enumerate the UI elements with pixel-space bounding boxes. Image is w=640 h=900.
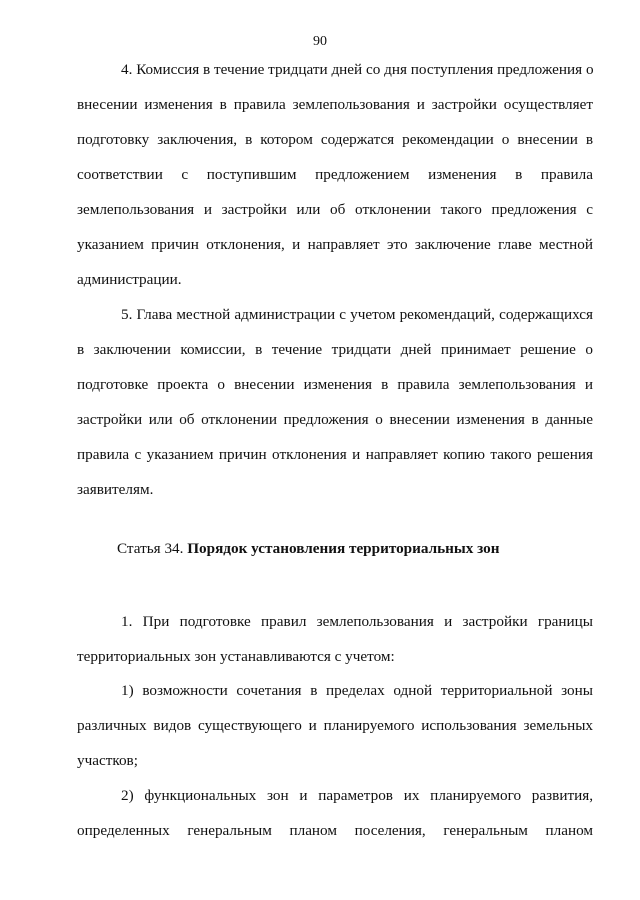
article-heading — [117, 540, 500, 558]
text-line: 2) функциональных зон и параметров их планируемого развития, — [121, 787, 593, 804]
text-line: правила с указанием причин отклонения и направляет копию такого решения — [77, 446, 593, 463]
text-line: 4. Комиссия в течение тридцати дней со дня поступления предложения о — [121, 61, 594, 78]
list-item-1 — [77, 681, 593, 786]
clause-1 — [77, 612, 593, 682]
text-line: различных видов существующего и планируемого использования земельных — [77, 717, 593, 734]
article-number: Статья 34. — [117, 540, 188, 557]
text-line: указанием причин отклонения, и направляет это заключение главе местной — [77, 236, 593, 253]
text-line: 5. Глава местной администрации с учетом рекомендаций, содержащихся — [121, 306, 593, 323]
text-line: соответствии с поступившим предложением изменения в правила — [77, 166, 593, 183]
text-line: территориальных зон устанавливаются с учетом: — [77, 648, 395, 665]
text-line: заявителям. — [77, 481, 154, 498]
paragraph-5 — [77, 305, 593, 515]
text-line: администрации. — [77, 271, 182, 288]
text-line: подготовке проекта о внесении изменения в правила землепользования и — [77, 376, 593, 393]
text-line: землепользования и застройки или об отклонении такого предложения с — [77, 201, 593, 218]
text-line: внесении изменения в правила землепользования и застройки осуществляет — [77, 96, 593, 113]
text-line: определенных генеральным планом поселения, генеральным планом — [77, 822, 593, 839]
text-line: подготовку заключения, в котором содержатся рекомендации о внесении в — [77, 131, 593, 148]
text-line: 1) возможности сочетания в пределах одной территориальной зоны — [121, 682, 593, 699]
text-line: участков; — [77, 752, 138, 769]
text-line: застройки или об отклонении предложения о внесении изменения в данные — [77, 411, 593, 428]
paragraph-4 — [77, 60, 593, 305]
list-item-2 — [77, 786, 593, 856]
page-number: 90 — [313, 34, 327, 49]
text-line: в заключении комиссии, в течение тридцати дней принимает решение о — [77, 341, 593, 358]
text-line: 1. При подготовке правил землепользования и застройки границы — [121, 613, 593, 630]
article-title: Порядок установления территориальных зон — [187, 540, 500, 557]
